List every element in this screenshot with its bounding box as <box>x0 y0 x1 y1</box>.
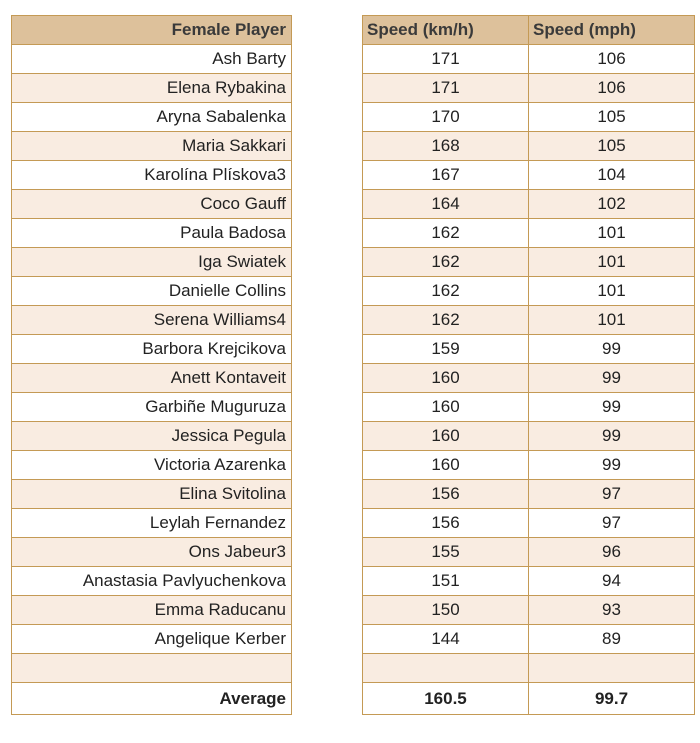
mph-speed-cell: 99 <box>529 451 695 480</box>
mph-speed-cell: 101 <box>529 277 695 306</box>
kmh-speed-cell: 150 <box>363 596 529 625</box>
speed-row <box>363 277 695 306</box>
player-name-cell: Danielle Collins <box>12 277 292 306</box>
average-kmh-cell: 160.5 <box>363 683 529 715</box>
player-row <box>12 132 292 161</box>
mph-speed-cell: 97 <box>529 480 695 509</box>
speed-row <box>363 422 695 451</box>
player-row <box>12 161 292 190</box>
speed-row <box>363 45 695 74</box>
kmh-speed-cell: 156 <box>363 509 529 538</box>
mph-speed-cell: 102 <box>529 190 695 219</box>
mph-speed-cell: 101 <box>529 219 695 248</box>
mph-column-header: Speed (mph) <box>529 16 695 45</box>
kmh-speed-cell: 162 <box>363 306 529 335</box>
players-table <box>11 15 292 715</box>
kmh-speed-cell: 167 <box>363 161 529 190</box>
player-name-cell: Anett Kontaveit <box>12 364 292 393</box>
speed-row <box>363 103 695 132</box>
player-row <box>12 654 292 683</box>
speed-row <box>363 306 695 335</box>
player-name-cell: Ash Barty <box>12 45 292 74</box>
average-mph-cell: 99.7 <box>529 683 695 715</box>
player-row <box>12 190 292 219</box>
kmh-speed-cell: 160 <box>363 364 529 393</box>
kmh-speed-cell: 160 <box>363 422 529 451</box>
speeds-table <box>362 15 695 715</box>
player-name-cell: Leylah Fernandez <box>12 509 292 538</box>
speed-row <box>363 625 695 654</box>
player-name-cell: Paula Badosa <box>12 219 292 248</box>
player-row <box>12 103 292 132</box>
mph-speed-cell: 99 <box>529 335 695 364</box>
kmh-speed-cell: 164 <box>363 190 529 219</box>
speed-row <box>363 161 695 190</box>
mph-speed-cell: 105 <box>529 132 695 161</box>
player-name-cell: Jessica Pegula <box>12 422 292 451</box>
kmh-speed-cell: 171 <box>363 74 529 103</box>
kmh-speed-cell: 155 <box>363 538 529 567</box>
speed-row <box>363 596 695 625</box>
mph-speed-cell: 99 <box>529 393 695 422</box>
speed-row <box>363 567 695 596</box>
speed-row <box>363 538 695 567</box>
speed-row <box>363 654 695 683</box>
mph-speed-cell: 93 <box>529 596 695 625</box>
player-row <box>12 45 292 74</box>
speed-row <box>363 451 695 480</box>
player-row <box>12 248 292 277</box>
player-row <box>12 538 292 567</box>
average-speed-row <box>363 683 695 715</box>
player-row <box>12 596 292 625</box>
player-row <box>12 451 292 480</box>
mph-speed-cell: 101 <box>529 306 695 335</box>
player-row <box>12 625 292 654</box>
player-name-cell: Elina Svitolina <box>12 480 292 509</box>
player-name-cell: Angelique Kerber <box>12 625 292 654</box>
player-name-cell: Barbora Krejcikova <box>12 335 292 364</box>
player-row <box>12 335 292 364</box>
player-row <box>12 422 292 451</box>
speed-row <box>363 132 695 161</box>
mph-speed-cell: 106 <box>529 74 695 103</box>
kmh-speed-cell: 160 <box>363 451 529 480</box>
average-row <box>12 683 292 715</box>
player-name-cell: Iga Swiatek <box>12 248 292 277</box>
player-row <box>12 509 292 538</box>
player-name-cell: Elena Rybakina <box>12 74 292 103</box>
mph-speed-cell: 89 <box>529 625 695 654</box>
mph-speed-cell: 96 <box>529 538 695 567</box>
mph-speed-cell: 97 <box>529 509 695 538</box>
kmh-speed-cell: 168 <box>363 132 529 161</box>
player-row <box>12 277 292 306</box>
player-name-cell: Coco Gauff <box>12 190 292 219</box>
player-name-cell: Victoria Azarenka <box>12 451 292 480</box>
player-name-cell: Anastasia Pavlyuchenkova <box>12 567 292 596</box>
average-label: Average <box>12 683 292 715</box>
player-name-cell: Emma Raducanu <box>12 596 292 625</box>
kmh-speed-cell: 160 <box>363 393 529 422</box>
kmh-column-header: Speed (km/h) <box>363 16 529 45</box>
kmh-speed-cell <box>363 654 529 683</box>
player-row <box>12 74 292 103</box>
speed-row <box>363 509 695 538</box>
mph-speed-cell: 101 <box>529 248 695 277</box>
speed-row <box>363 248 695 277</box>
kmh-speed-cell: 156 <box>363 480 529 509</box>
player-row <box>12 480 292 509</box>
mph-speed-cell: 105 <box>529 103 695 132</box>
mph-speed-cell: 99 <box>529 422 695 451</box>
kmh-speed-cell: 159 <box>363 335 529 364</box>
kmh-speed-cell: 162 <box>363 277 529 306</box>
player-name-cell <box>12 654 292 683</box>
speed-row <box>363 74 695 103</box>
speed-row <box>363 335 695 364</box>
mph-speed-cell: 104 <box>529 161 695 190</box>
speed-row <box>363 480 695 509</box>
kmh-speed-cell: 144 <box>363 625 529 654</box>
speed-row <box>363 219 695 248</box>
mph-speed-cell: 106 <box>529 45 695 74</box>
kmh-speed-cell: 171 <box>363 45 529 74</box>
players-header-row <box>12 16 292 45</box>
speeds-header-row <box>363 16 695 45</box>
speed-row <box>363 364 695 393</box>
player-row <box>12 567 292 596</box>
player-row <box>12 306 292 335</box>
kmh-speed-cell: 151 <box>363 567 529 596</box>
player-name-cell: Karolína Plískova3 <box>12 161 292 190</box>
kmh-speed-cell: 170 <box>363 103 529 132</box>
players-table-body <box>12 45 292 715</box>
kmh-speed-cell: 162 <box>363 248 529 277</box>
mph-speed-cell: 94 <box>529 567 695 596</box>
player-name-cell: Serena Williams4 <box>12 306 292 335</box>
player-name-cell: Ons Jabeur3 <box>12 538 292 567</box>
player-row <box>12 393 292 422</box>
mph-speed-cell: 99 <box>529 364 695 393</box>
player-name-cell: Maria Sakkari <box>12 132 292 161</box>
player-column-header: Female Player <box>12 16 292 45</box>
player-name-cell: Aryna Sabalenka <box>12 103 292 132</box>
mph-speed-cell <box>529 654 695 683</box>
player-name-cell: Garbiñe Muguruza <box>12 393 292 422</box>
player-row <box>12 364 292 393</box>
speeds-table-body <box>363 45 695 715</box>
speed-row <box>363 190 695 219</box>
speed-row <box>363 393 695 422</box>
kmh-speed-cell: 162 <box>363 219 529 248</box>
player-row <box>12 219 292 248</box>
